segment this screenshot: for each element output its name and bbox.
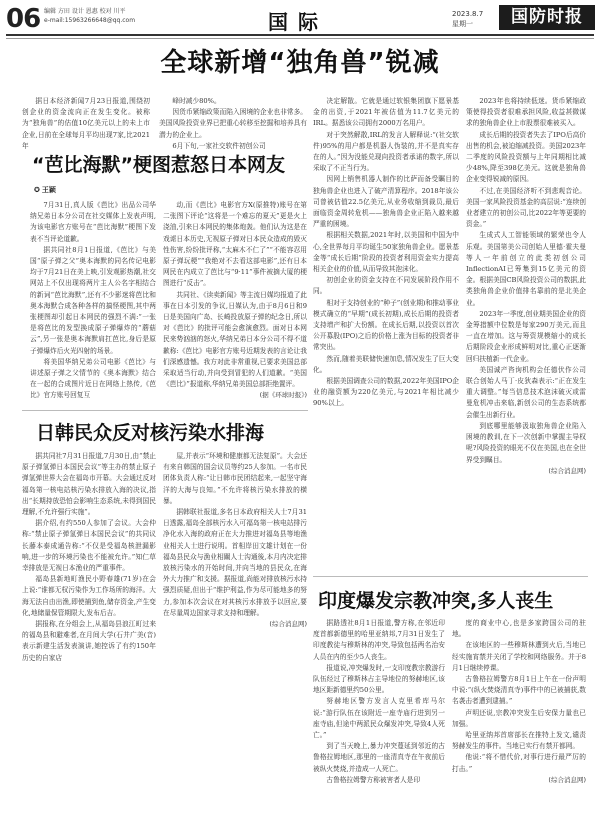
staff-credits [44,7,135,25]
paragraph: 生成式人工智能领域的繁荣也令人乐观。美国第美公司创始人里德·霍夫曼等人一年前创立的此类初创公司InflectionAI已筹集到15亿美元的资金。根据美国CB风险投资公司的数据,此类独角兽企业价值排名靠前的是北美企业。 [466,231,586,307]
paragraph: 报道说,冲突爆发时,一支印度教宗教游行队伍经过了穆斯林占主导地位的努赫地区,该地区距新德里约50公里。 [313,663,445,695]
lead-article-col2 [159,96,307,148]
newspaper-logo: 国防时报 [499,5,595,30]
paragraph: 2023年一季度,创业期美国企业的资金筹措额中位数是每家290万美元,而且一直在增加。这与筹资规模缩小的成长后期阶段企业形成鲜明对比,重心正逐渐回归扶植新一代企业。 [466,309,586,363]
staff-email: e-mail:15963266648@qq.com [44,17,136,24]
column-divider [313,576,588,577]
paragraph: 哈里亚纳邦首席部长在推特上发文,谴责努赫发生的事件。当地已实行有禁开都网。 [452,731,586,751]
paragraph: 据韩联社报道,多名日本政府相关人士7月31日透露,福岛全部核污水入可福岛第一核电站排污净化水入海的政府正在大力推进对福岛县等地渔业相关人士进行说明。首相岸田文雄计划在一份福岛县民众与漁业相關人士沟通後,本月内决定排放核污染水的开始时间,并向当地的县民众,在海外大力推广和支援。据报道,尚能对排放核污水持强烈质疑,但出于“维护利益,作为尽可能地多的努力,参加本次会议在对其核污水排放予以回应,要在尽量周边国家寻求支持和理解。 [163,508,307,617]
column-divider [22,410,308,411]
nuclear-col2 [163,451,307,831]
paragraph: 根据相关数据,2021年时,以美国和中国为中心,全世界每月平均诞生50家独角兽企业。愿景基金等“成长后期”阶段的投资者利用资金实力提高相关企业的价值,从而导致其泡沫化。 [313,231,459,274]
barbie-byline: (据《环球时报》) [259,391,307,400]
page-header [0,0,600,36]
nuclear-byline: (综合消息网) [269,620,307,629]
lead-article-col4 [466,96,586,574]
paragraph: 据报称,在分组会上,从福岛县浪江町过来的福岛县和避难者,在月间大学(石井广美(音)表示新建生活发表演讲,她控诉了有约150年历史的自家店 [22,620,156,662]
paragraph: 他说:“将不惜代价,对事行进行最严厉的打击。” [452,753,586,773]
paragraph: 相对于支持创业的“种子”(创业期)和推动事业模式确立的“早期”(成长初期),成长后期的投资者支持增产和扩大份额。在成长后期,以投资以首次公开募股(IPO)之后的价格上涨为目标的投资者非常突出。 [313,298,459,352]
india-col1-text: 据路透社8月1日报道,警方称,在邻近印度首都新德里的哈里亚纳邦,7月31日发生了印度教徒与穆斯林的冲突,导致包括两名治安人员在内的至少5人丧生。 [313,619,445,661]
barbie-col2-text: 动,而《芭比》电影官方X(原推特)账号在第二张图下评论“这将是一个难忘的夏天”更是火上浇油,引来日本网民的集体炮轰。他们认为这是在戏谑日本历史,无视原子弹对日本民众造成的毁灭性伤害,纷纷批评称,“太麻木不仁了”“不能容忍用原子弹玩梗”“我绝对不去看这部电影”,还有日本网民在内成立了芭比与“9·11”事件被摘大厦的梗图进行“反击”。 [163,201,307,288]
paragraph: 努赫地区警方发言人克里希库马尔说:“游行队伍在该附近一座寺庙行进到另一座寺庙,但途中两派民众爆发冲突,导致4人死亡。” [313,697,445,740]
section-title: 国际 [268,10,328,34]
staff-line: 编辑 方田 设计 恩惠 校对 川平 [44,8,126,15]
india-col2-text: 度的商业中心,也是多家跨国公司的驻地。 [452,619,586,639]
paragraph: 对于突然解散,IRL的发言人解释说:“(社交软件)95%的用户都是机器人伪装的,并不是真实存在的人。”因为没能兑现向投资者承诺的数字,所以采取了不正当行为。 [313,130,459,173]
lead-article-col1 [22,96,150,150]
lead-byline: (综合消息网) [548,466,586,475]
barbie-author [34,185,56,195]
nuclear-water-headline: 日韩民众反对核污染水排海 [36,422,265,444]
barbie-col1-text: 7月31日,真人版《芭比》出品公司华纳兄弟日本分公司在社交媒体上发表声明,为该电影官方账号在“芭比海默”梗图下发表不当评论道歉。 [30,201,156,243]
paragraph: 因网上销售机器人制作的比萨而备受瞩目的独角兽企业也进入了破产清算程序。2018年该公司曾被估值22.5亿美元,从业务收缩到裁员,最后面临资金周转危机——独角兽企业正陷入越来越严重的困境。 [313,175,459,229]
paragraph: 据介绍,有约550人参加了会议。大会仲称:“禁止原子弹氢弹日本国民会议”的共同议长藤本泰成通告称:“不仅是受福岛核泄漏影响,进一步的环境污染也不能被允许。”知仁草幸排放是无视日本渔业的严重事件。 [22,519,156,573]
barbie-author-name: 王颖 [41,186,56,194]
issue-date [452,9,483,29]
india-headline: 印度爆发宗教冲突,多人丧生 [318,590,554,612]
india-col1 [313,618,445,832]
india-byline: (综合消息网) [548,775,586,784]
paragraph: 初创企业的资金支持在不同发展阶段作用不同。 [313,276,459,296]
weekday-text: 星期一 [452,20,473,28]
page-number: 06 [6,4,41,34]
paragraph: 福岛县新地町渔民小野春雄(71岁)在会上说:“谁都无权污染作为工作场所的海洋。大海无法自由出渔,即使捕到鱼,储存资金,产生变化,地储量保管期限大,发布后吉。 [22,575,156,617]
nuclear-col2-text: 屋,并表示“环境和健康都无法复原”。大会还有来自韩国的国会议员等约25人参加。一名市民团体负责人称:“让日韩市民团结起来,一起坚守海洋的大海与良知。”不允许将核污染水排放的横暴。 [163,452,307,505]
lead-article-col3 [313,96,459,532]
lead-col3-text: 决定解散。它就是通过软银集团旗下愿景基金的出资,于2021年被估值为11.7亿美元的IRL。据悉该公司拥有2000万名用户。 [313,97,459,128]
main-headline: 全球新增“独角兽”锐减 [160,48,440,78]
paragraph: 据共同社8月1日报道,《芭比》与美国“原子弹之父”奥本海默的同名传记电影均于7月21日在美上映,引发观影热潮,社交网站上不仅出现将两片主人公名字相结合的新词“芭比海默”,还有不少影迷将芭比和奥本海默合成各种各样的搞怪梗图,其中两张梗图却引起日本网民的强烈不满:“一张是将芭比的发型换成原子弹爆炸的“蘑菇云”,另一张是奥本海默肩扛芭比,身后是原子弹爆炸后火光四射的场景。 [30,245,156,355]
barbie-col2 [163,200,307,404]
paragraph: 到了当天晚上,暴力冲突蔓延到邻近的古鲁格拉姆地区,那里的一座清真寺在午夜前后被纵火焚烧,并造成一人死亡。 [313,742,445,773]
paragraph: 古鲁格拉姆警方称被害者人是印 [326,775,421,784]
paragraph: 6月下旬,一家社交软件初创公司 [172,141,266,150]
paragraph: 成长后期的投资者失去了IPO后高价出售的机会,被迫缩减投资。美国2023年二季度的风险投资额与上年同期相比减少48%,降至398亿美元。这就是独角兽企业变得锐减的原因。 [466,130,586,184]
paragraph: 声明还说,宗教冲突发生后安保力量也已加强。 [452,708,586,728]
header-divider [6,34,594,36]
paragraph: 然而,随着美联储快速加息,情况发生了巨大变化。 [313,354,459,374]
barbie-headline: “芭比海默”梗图惹怒日本网友 [32,154,285,176]
barbie-col1 [30,200,156,400]
paragraph: 美国诚产咨询机构会任德伏作公司联合创始人马丁·皮狄森表示:“正在发生重大调整。”每当信息技术泡沫破灭或雷曼危机冲击来临,新创公司的生态系统都会催生出新行业。 [466,365,586,419]
paragraph: 因货币紧缩政策而陷入困境的企业也非常多。美国风险投资业界已把重心转移至挖掘和培养具有潜力的企业上。 [159,108,307,139]
india-col2 [452,618,586,832]
paragraph: 共同社、《读卖新闻》等主流日媒均报道了此事在日本引发的争议,日媒认为,由于8月6日和9日是美国向广岛、长崎投放原子弹的纪念日,所以对《芭比》的批评可能会愈演愈烈。面对日本网民来势汹汹的怒火,华纳兄弟日本分公司不得不道歉称:《芭比》电影官方账号近期发表的言论让我们深感遗憾。我方对此非常重视,已要求美国总部采取适当行动,并向受到冒犯的人们道歉。“美国《芭比》”报道称,华纳兄弟美国总部拒绝置评。 [163,290,307,389]
header-divider-thin [6,38,594,39]
paragraph: 根据美国调查公司的数据,2022年美国IPO企业的融资额为220亿美元,与2021年相比减少90%以上。 [313,377,459,408]
paragraph: 不过,在美国经济听不到悲观音论。美国一家风险投资基金的高层说:“连续创业者建立的初创公司,比2022年等更要的资金。” [466,186,586,229]
lead-col2-text: 峰时减少80%。 [172,97,221,105]
paragraph: 在该地区的一些穆斯林遭到火后,当地已经实施宵禁并关闭了学校和网络服务。并于8月1日继续停课。 [452,641,586,672]
paragraph: 到底哪里能够汲取独角兽企业陷入困境的教训,在下一次创新中掌握主导权呢?风险投资的眼光不仅在美国,也在全世界受到瞩目。 [466,421,586,464]
nuclear-col1-text: 据共同社7月31日报道,7月30日,由“禁止原子弹氢弹日本国民会议”等主办的禁止原子弹氢弹世界大会在福岛市开幕。大会通过反对福岛第一核电站核污染水排放入海的决议,指出“长期持放恐怕会影响生态系统,未得到国民理解,不允许强行实施”。 [22,452,156,517]
date-text: 2023.8.7 [452,10,484,18]
star-icon: ✪ [34,186,40,194]
paragraph: 古鲁格拉姆警方8月1日上午在一份声明中说:“(纵火焚烧清真寺)事件中的已被捕获,数名袭击者遭到逮捕。” [452,675,586,706]
lead-col1-text: 据日本经济新闻7月23日报道,围绕初创企业的资金流向正在发生变化。被称为“独角兽”的估值10亿美元以上的未上市企业,日前在全球每月平均出现7家,比2021年 [22,97,150,150]
paragraph: 将美国华纳兄弟公司电影《芭比》与讲述原子弹之父情节的《奥本海默》结合在一起的合成图片近日在网络上热传,《芭比》官方账号回复互 [30,357,156,400]
nuclear-col1 [22,451,156,831]
lead-col4-text: 2023年也将持续低迷。货币紧缩政策使得投资者很难承担风险,收益甚微谋求的独角兽企业上市股票很难被买入。 [466,97,586,128]
